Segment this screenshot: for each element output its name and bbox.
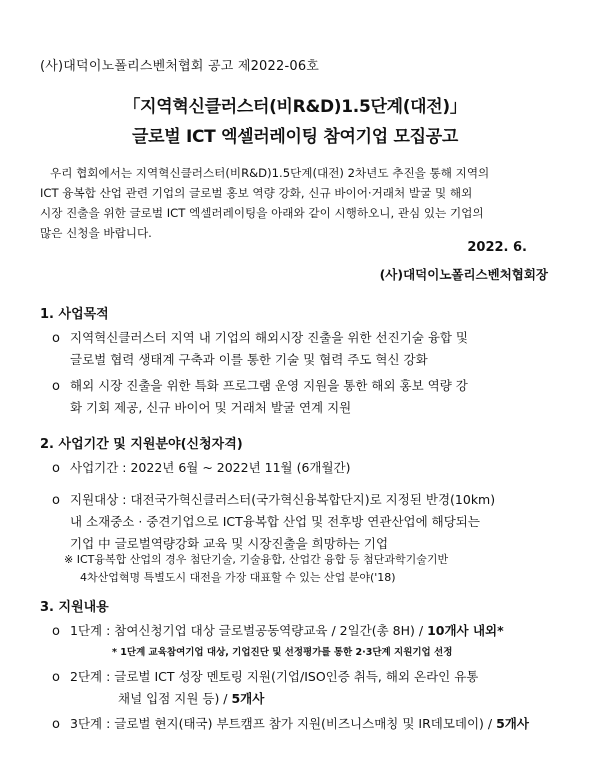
intro-line: ICT 융복합 산업 관련 기업의 글로벌 홍보 역량 강화, 신규 바이어·거래처 발굴 및 해외: [40, 186, 473, 200]
bullet-marker: o: [52, 717, 60, 732]
note-line: 4차산업혁명 특별도시 대전을 가장 대표할 수 있는 산업 분야('18): [80, 571, 396, 584]
notice-header: (사)대덕이노폴리스벤처협회 공고 제2022-06호: [40, 59, 320, 74]
section-heading-period: 2. 사업기간 및 지원분야(신청자격): [40, 437, 243, 452]
item-line: 해외 시장 진출을 위한 특화 프로그램 운영 지원을 통한 해외 홍보 역량 강: [70, 378, 468, 393]
eligibility-item: [70, 489, 550, 555]
item-line: 내 소재중소 · 중견기업으로 ICT융복합 산업 및 전후방 연관산업에 해당되는: [70, 514, 480, 529]
stage-1-text: 1단계 : 참여신청기업 대상 글로벌공동역량교육 / 2일간(총 8H) /: [70, 623, 428, 638]
purpose-item-1: [70, 327, 550, 371]
item-line: 지원대상 : 대전국가혁신클러스터(국가혁신융복합단지)로 지정된 반경(10km): [70, 492, 496, 507]
section-heading-support: 3. 지원내용: [40, 600, 109, 615]
purpose-item-2: [70, 375, 550, 419]
stage-1-count: 10개사 내외*: [427, 623, 504, 638]
title-line-1: 「지역혁신클러스터(비R&D)1.5단계(대전)」: [123, 97, 467, 117]
section-heading-purpose: 1. 사업목적: [40, 307, 109, 322]
stage-1-item: [70, 620, 550, 642]
signer: (사)대덕이노폴리스벤처협회장: [379, 267, 548, 282]
stage-1-subnote: * 1단계 교육참여기업 대상, 기업진단 및 선정평가를 통한 2·3단계 지원기업 선정: [112, 647, 453, 658]
stage-3-count: 5개사: [496, 716, 529, 731]
item-line: 지역혁신클러스터 지역 내 기업의 해외시장 진출을 위한 선진기술 융합 및: [70, 330, 469, 345]
intro-line: 많은 신청을 바랍니다.: [40, 226, 152, 240]
title-line-2: 글로벌 ICT 엑셀러레이팅 참여기업 모집공고: [131, 127, 459, 147]
intro-line: 우리 협회에서는 지역혁신클러스터(비R&D)1.5단계(대전) 2차년도 추진을 통해 지역의: [50, 166, 490, 180]
note-line: ※ ICT융복합 산업의 경우 첨단기술, 기술융합, 산업간 융합 등 첨단과학기술기반: [64, 553, 449, 566]
ict-note: [64, 551, 448, 587]
stage-2-text: 채널 입점 지원 등) /: [118, 691, 232, 706]
bullet-marker: o: [52, 670, 60, 685]
item-line: 사업기간 : 2022년 6월 ~ 2022년 11월 (6개월간): [70, 460, 351, 475]
stage-2-count: 5개사: [231, 691, 265, 706]
notice-date: 2022. 6.: [467, 240, 527, 255]
intro-line: 시장 진출을 위한 글로벌 ICT 엑셀러레이팅을 아래와 같이 시행하오니, 관심 있는 기업의: [40, 206, 484, 220]
bullet-marker: o: [52, 331, 60, 346]
item-line: 화 기회 제공, 신규 바이어 및 거래처 발굴 연계 지원: [70, 400, 352, 415]
period-item: [70, 457, 550, 479]
bullet-marker: o: [52, 624, 60, 639]
item-line: 2단계 : 글로벌 ICT 성장 멘토링 지원(기업/ISO인증 취득, 해외 온라인 유통: [70, 669, 479, 684]
stage-3-text: 3단계 : 글로벌 현지(태국) 부트캠프 참가 지원(비즈니스매칭 및 IR데모데이) /: [70, 716, 497, 731]
item-line: 기업 中 글로벌역량강화 교육 및 시장진출을 희망하는 기업: [70, 536, 389, 551]
stage-3-item: [70, 713, 550, 735]
item-line: 글로벌 협력 생태계 구축과 이를 통한 기술 및 협력 주도 혁신 강화: [70, 352, 428, 367]
bullet-marker: o: [52, 493, 60, 508]
bullet-marker: o: [52, 379, 60, 394]
bullet-marker: o: [52, 461, 60, 476]
intro-paragraph: [40, 163, 550, 243]
stage-2-item: [70, 666, 550, 710]
